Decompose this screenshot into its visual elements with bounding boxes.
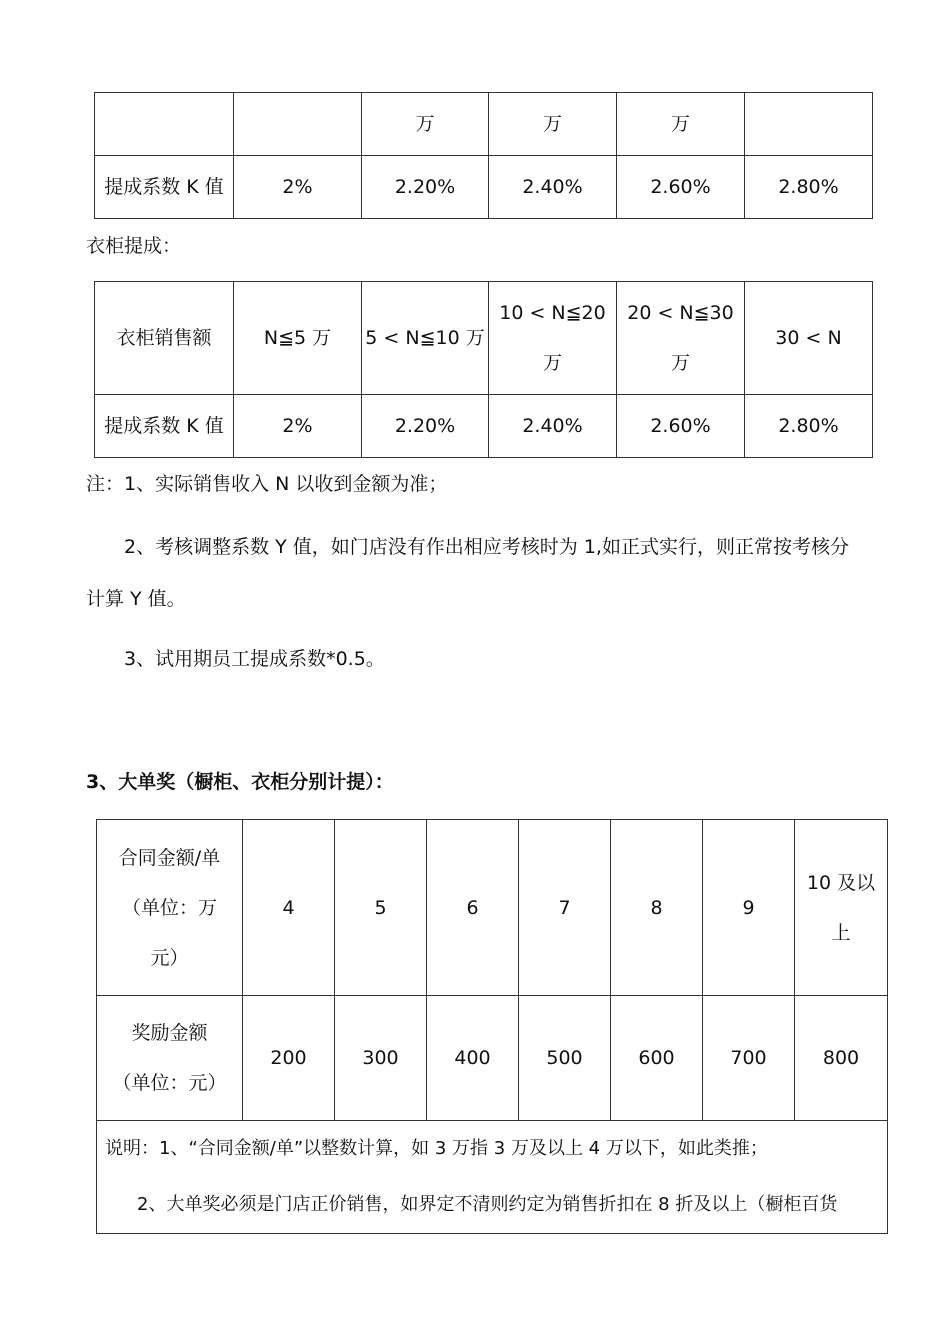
table-cell: 700	[703, 996, 795, 1121]
table-cell: 6	[427, 820, 519, 996]
table-row	[97, 820, 888, 996]
table-cell: 2.60%	[617, 156, 745, 219]
table-cell	[95, 93, 234, 156]
table-row	[95, 93, 873, 156]
table-header-cell: 5 < N≦10 万	[362, 282, 489, 395]
table-row	[95, 156, 873, 219]
table-header-cell: 衣柜销售额	[95, 282, 234, 395]
wardrobe-commission-label: 衣柜提成：	[86, 235, 182, 257]
table-cell: 2%	[234, 395, 362, 458]
table-header-cell: N≦5 万	[234, 282, 362, 395]
table-cell: 800	[795, 996, 888, 1121]
table-cell: 9	[703, 820, 795, 996]
table-cell: 600	[611, 996, 703, 1121]
table-cell: 2.20%	[362, 395, 489, 458]
table-cell: 2%	[234, 156, 362, 219]
note-1: 注：1、实际销售收入 N 以收到金额为准；	[86, 473, 448, 495]
note-2: 2、考核调整系数 Y 值，如门店没有作出相应考核时为 1,如正式实行，则正常按考核分	[124, 536, 849, 558]
table-cell	[745, 93, 873, 156]
table-cell: 2.40%	[489, 156, 617, 219]
section-3-title: 3、大单奖（橱柜、衣柜分别计提）：	[86, 771, 394, 793]
table-cell: 2.60%	[617, 395, 745, 458]
table-cell: 5	[335, 820, 427, 996]
table-cell: 提成系数 K 值	[95, 156, 234, 219]
table-header-cell: 10 < N≦20 万	[489, 282, 617, 395]
table-row	[95, 395, 873, 458]
explanation-line-2: 2、大单奖必须是门店正价销售，如界定不清则约定为销售折扣在 8 折及以上（橱柜百货	[137, 1194, 838, 1215]
table-cell: 200	[243, 996, 335, 1121]
table-cell: 万	[362, 93, 489, 156]
table-cell: 10 及以 上	[795, 820, 888, 996]
table-header-cell: 20 < N≦30 万	[617, 282, 745, 395]
big-order-bonus-table	[96, 819, 888, 1234]
table-cell: 300	[335, 996, 427, 1121]
table-cell: 2.80%	[745, 156, 873, 219]
note-3: 3、试用期员工提成系数*0.5。	[124, 648, 385, 670]
table-row	[97, 1121, 888, 1234]
table-cell: 2.40%	[489, 395, 617, 458]
table-cell	[234, 93, 362, 156]
reward-amount-header: 奖励金额 （单位：元）	[97, 996, 243, 1121]
table-cell: 500	[519, 996, 611, 1121]
table-cell: 2.20%	[362, 156, 489, 219]
table-row	[97, 996, 888, 1121]
contract-amount-header: 合同金额/单 （单位：万 元）	[97, 820, 243, 996]
table-cell: 2.80%	[745, 395, 873, 458]
table-header-cell: 30 < N	[745, 282, 873, 395]
table-cell: 万	[489, 93, 617, 156]
table-cell: 4	[243, 820, 335, 996]
commission-table-top	[94, 92, 873, 219]
table-row	[95, 282, 873, 395]
table-cell: 400	[427, 996, 519, 1121]
explanation-line-1: 说明：1、“合同金额/单”以整数计算，如 3 万指 3 万及以上 4 万以下，如此类推；	[105, 1138, 768, 1159]
table-cell: 7	[519, 820, 611, 996]
table-cell: 提成系数 K 值	[95, 395, 234, 458]
note-2-continued: 计算 Y 值。	[86, 588, 186, 610]
table-cell: 8	[611, 820, 703, 996]
table-cell: 万	[617, 93, 745, 156]
wardrobe-commission-table	[94, 281, 873, 458]
explanation-cell	[97, 1121, 888, 1234]
